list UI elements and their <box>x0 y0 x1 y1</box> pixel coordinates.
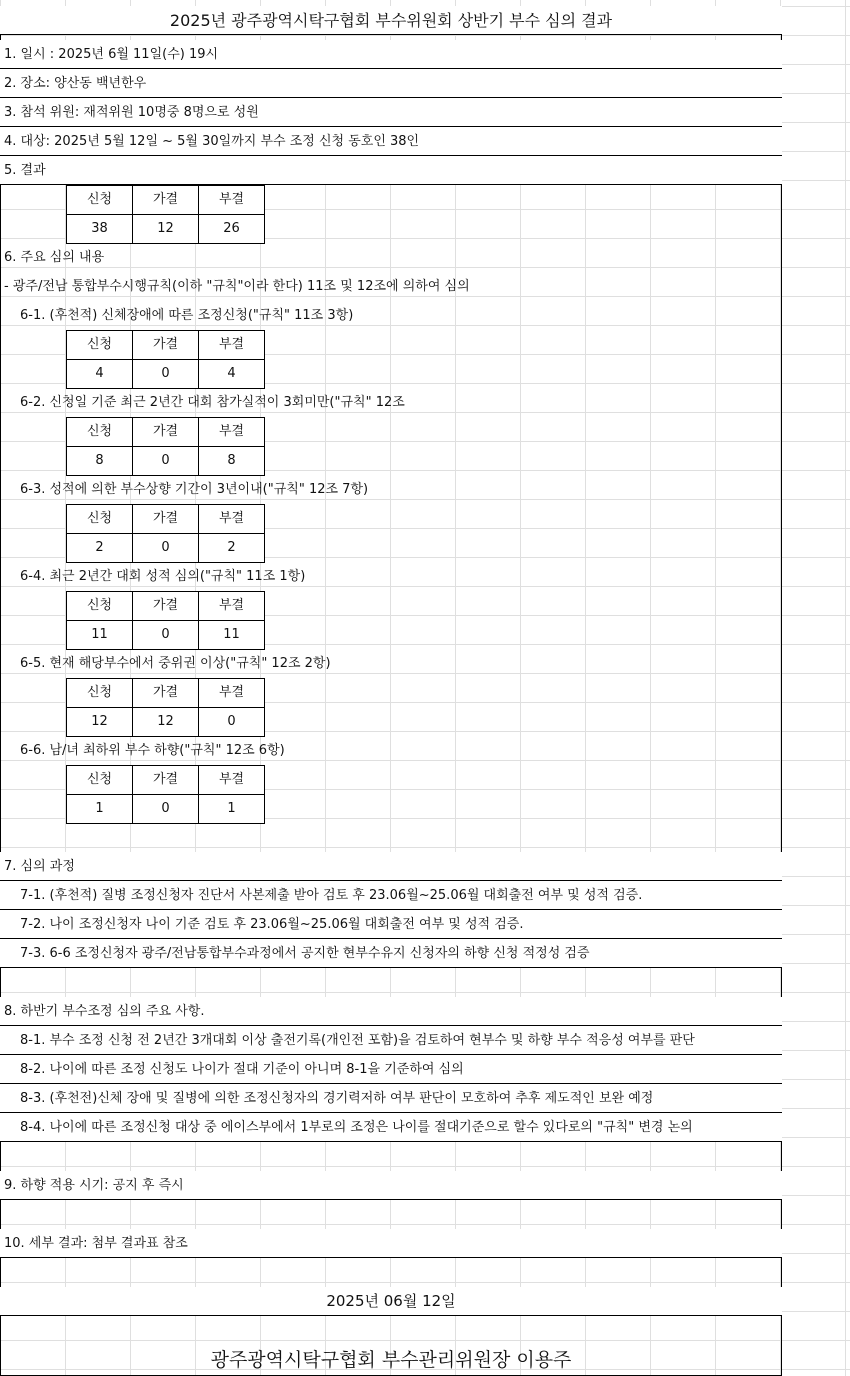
header-rejected: 부결 <box>199 418 265 447</box>
header-rejected: 부결 <box>199 592 265 621</box>
sub-6-5-text: 6-5. 현재 해당부수에서 중위권 이상("규칙" 12조 2항) <box>20 656 331 671</box>
value-approved: 0 <box>133 621 199 650</box>
value-rejected: 1 <box>199 795 265 824</box>
value-rejected: 8 <box>199 447 265 476</box>
header-approved: 가결 <box>133 766 199 795</box>
item-10-row <box>0 1229 782 1258</box>
item-result-label: 5. 결과 <box>4 163 46 178</box>
table-header-row <box>67 505 265 534</box>
header-apply: 신청 <box>67 679 133 708</box>
table-value-row <box>67 215 265 244</box>
sub-7-1-row <box>0 881 782 910</box>
value-approved: 12 <box>133 708 199 737</box>
value-apply: 8 <box>67 447 133 476</box>
sub-8-2-text: 8-2. 나이에 따른 조정 신청도 나이가 절대 기준이 아니며 8-1을 기준하여 심의 <box>20 1062 464 1077</box>
table-header-row <box>67 766 265 795</box>
value-apply: 4 <box>67 360 133 389</box>
header-approved: 가결 <box>133 186 199 215</box>
sub-6-3-text: 6-3. 성적에 의한 부수상향 기간이 3년이내("규칙" 12조 7항) <box>20 482 369 497</box>
item-3-row <box>0 98 782 127</box>
table-value-row <box>67 795 265 824</box>
header-rejected: 부결 <box>199 505 265 534</box>
sub-6-1-row <box>0 301 782 330</box>
header-rejected: 부결 <box>199 766 265 795</box>
table-value-row <box>67 708 265 737</box>
header-approved: 가결 <box>133 331 199 360</box>
item-8-row <box>0 997 782 1026</box>
value-apply: 11 <box>67 621 133 650</box>
value-approved: 0 <box>133 447 199 476</box>
sub-8-3-row <box>0 1084 782 1113</box>
item-detail-result: 10. 세부 결과: 첨부 결과표 참조 <box>4 1236 188 1251</box>
sub-8-1-text: 8-1. 부수 조정 신청 전 2년간 3개대회 이상 출전기록(개인전 포함)을 검토하여 현부수 및 하향 부수 적응성 여부를 판단 <box>20 1033 695 1048</box>
sub-6-4-text: 6-4. 최근 2년간 대회 성적 심의("규칙" 11조 1항) <box>20 569 306 584</box>
table-value-row <box>67 534 265 563</box>
value-apply: 12 <box>67 708 133 737</box>
document-title: 2025년 광주광역시탁구협회 부수위원회 상반기 부수 심의 결과 <box>169 11 613 30</box>
sub-6-6-text: 6-6. 남/녀 최하위 부수 하향("규칙" 12조 6항) <box>20 743 285 758</box>
header-apply: 신청 <box>67 418 133 447</box>
sub-7-1-text: 7-1. (후천적) 질병 조정신청자 진단서 사본제출 받아 검토 후 23.06월~25.06월 대회출전 여부 및 성적 검증. <box>20 888 643 903</box>
header-approved: 가결 <box>133 505 199 534</box>
header-rejected: 부결 <box>199 331 265 360</box>
value-rejected: 11 <box>199 621 265 650</box>
item-review-intro: - 광주/전남 통합부수시행규칙(이하 "규칙"이라 한다) 11조 및 12조에 의하여 심의 <box>4 279 470 294</box>
item-attendance: 3. 참석 위원: 재적위원 10명중 8명으로 성원 <box>4 105 259 120</box>
table-value-row <box>67 621 265 650</box>
title-row <box>0 6 782 35</box>
result-table-6-3 <box>66 504 265 563</box>
sub-8-2-row <box>0 1055 782 1084</box>
sub-7-3-text: 7-3. 6-6 조정신청자 광주/전남통합부수과정에서 공지한 현부수유지 신청자의 하향 신청 적정성 검증 <box>20 946 590 961</box>
sub-8-3-text: 8-3. (후천전)신체 장애 및 질병에 의한 조정신청자의 경기력저하 여부 판단이 모호하여 추후 제도적인 보완 예정 <box>20 1091 654 1106</box>
sub-6-5-row <box>0 649 782 678</box>
result-table-6-1 <box>66 330 265 389</box>
result-table-6-4 <box>66 591 265 650</box>
item-review-process: 7. 심의 과정 <box>4 859 75 874</box>
header-apply: 신청 <box>67 331 133 360</box>
document-signature: 광주광역시탁구협회 부수관리위원장 이용주 <box>210 1349 572 1371</box>
sub-6-2-text: 6-2. 신청일 기준 최근 2년간 대회 참가실적이 3회미만("규칙" 12조 <box>20 395 405 410</box>
item-date-time: 1. 일시 : 2025년 6월 11일(수) 19시 <box>4 47 219 62</box>
item-9-row <box>0 1171 782 1200</box>
header-rejected: 부결 <box>199 679 265 708</box>
value-rejected: 0 <box>199 708 265 737</box>
item-target: 4. 대상: 2025년 5월 12일 ~ 5월 30일까지 부수 조정 신청 동호인 38인 <box>4 134 420 149</box>
header-apply: 신청 <box>67 505 133 534</box>
table-header-row <box>67 679 265 708</box>
sub-6-3-row <box>0 475 782 504</box>
item-7-row <box>0 852 782 881</box>
date-row <box>0 1287 782 1316</box>
item-6-row <box>0 243 782 272</box>
header-apply: 신청 <box>67 186 133 215</box>
item-second-half-review: 8. 하반기 부수조정 심의 주요 사항. <box>4 1004 205 1019</box>
item-4-row <box>0 127 782 156</box>
value-approved: 0 <box>133 795 199 824</box>
item-5-row <box>0 156 782 185</box>
header-apply: 신청 <box>67 592 133 621</box>
value-rejected: 26 <box>199 215 265 244</box>
result-table-6-5 <box>66 678 265 737</box>
value-rejected: 2 <box>199 534 265 563</box>
table-value-row <box>67 447 265 476</box>
header-rejected: 부결 <box>199 186 265 215</box>
table-header-row <box>67 186 265 215</box>
document-date: 2025년 06월 12일 <box>326 1292 456 1310</box>
item-1-row <box>0 40 782 69</box>
sub-7-2-row <box>0 910 782 939</box>
sub-6-4-row <box>0 562 782 591</box>
result-table-total <box>66 185 265 244</box>
value-apply: 38 <box>67 215 133 244</box>
value-approved: 0 <box>133 534 199 563</box>
value-rejected: 4 <box>199 360 265 389</box>
sub-6-1-text: 6-1. (후천적) 신체장애에 따른 조정신청("규칙" 11조 3항) <box>20 308 354 323</box>
value-apply: 2 <box>67 534 133 563</box>
value-apply: 1 <box>67 795 133 824</box>
value-approved: 0 <box>133 360 199 389</box>
table-header-row <box>67 331 265 360</box>
sub-7-2-text: 7-2. 나이 조정신청자 나이 기준 검토 후 23.06월~25.06월 대회출전 여부 및 성적 검증. <box>20 917 524 932</box>
sub-8-4-row <box>0 1113 782 1142</box>
item-location: 2. 장소: 양산동 백년한우 <box>4 76 147 91</box>
header-approved: 가결 <box>133 679 199 708</box>
result-table-6-2 <box>66 417 265 476</box>
header-apply: 신청 <box>67 766 133 795</box>
item-2-row <box>0 69 782 98</box>
sub-6-6-row <box>0 736 782 765</box>
item-6-intro-row <box>0 272 782 301</box>
table-header-row <box>67 418 265 447</box>
sub-8-4-text: 8-4. 나이에 따른 조정신청 대상 중 에이스부에서 1부로의 조정은 나이를 절대기준으로 할수 있다로의 "규칙" 변경 논의 <box>20 1120 693 1135</box>
table-header-row <box>67 592 265 621</box>
item-apply-timing: 9. 하향 적용 시기: 공지 후 즉시 <box>4 1178 184 1193</box>
sub-7-3-row <box>0 939 782 968</box>
value-approved: 12 <box>133 215 199 244</box>
header-approved: 가결 <box>133 418 199 447</box>
sub-6-2-row <box>0 388 782 417</box>
item-main-review: 6. 주요 심의 내용 <box>4 250 105 265</box>
sub-8-1-row <box>0 1026 782 1055</box>
result-table-6-6 <box>66 765 265 824</box>
header-approved: 가결 <box>133 592 199 621</box>
signature-row <box>0 1345 782 1376</box>
table-value-row <box>67 360 265 389</box>
